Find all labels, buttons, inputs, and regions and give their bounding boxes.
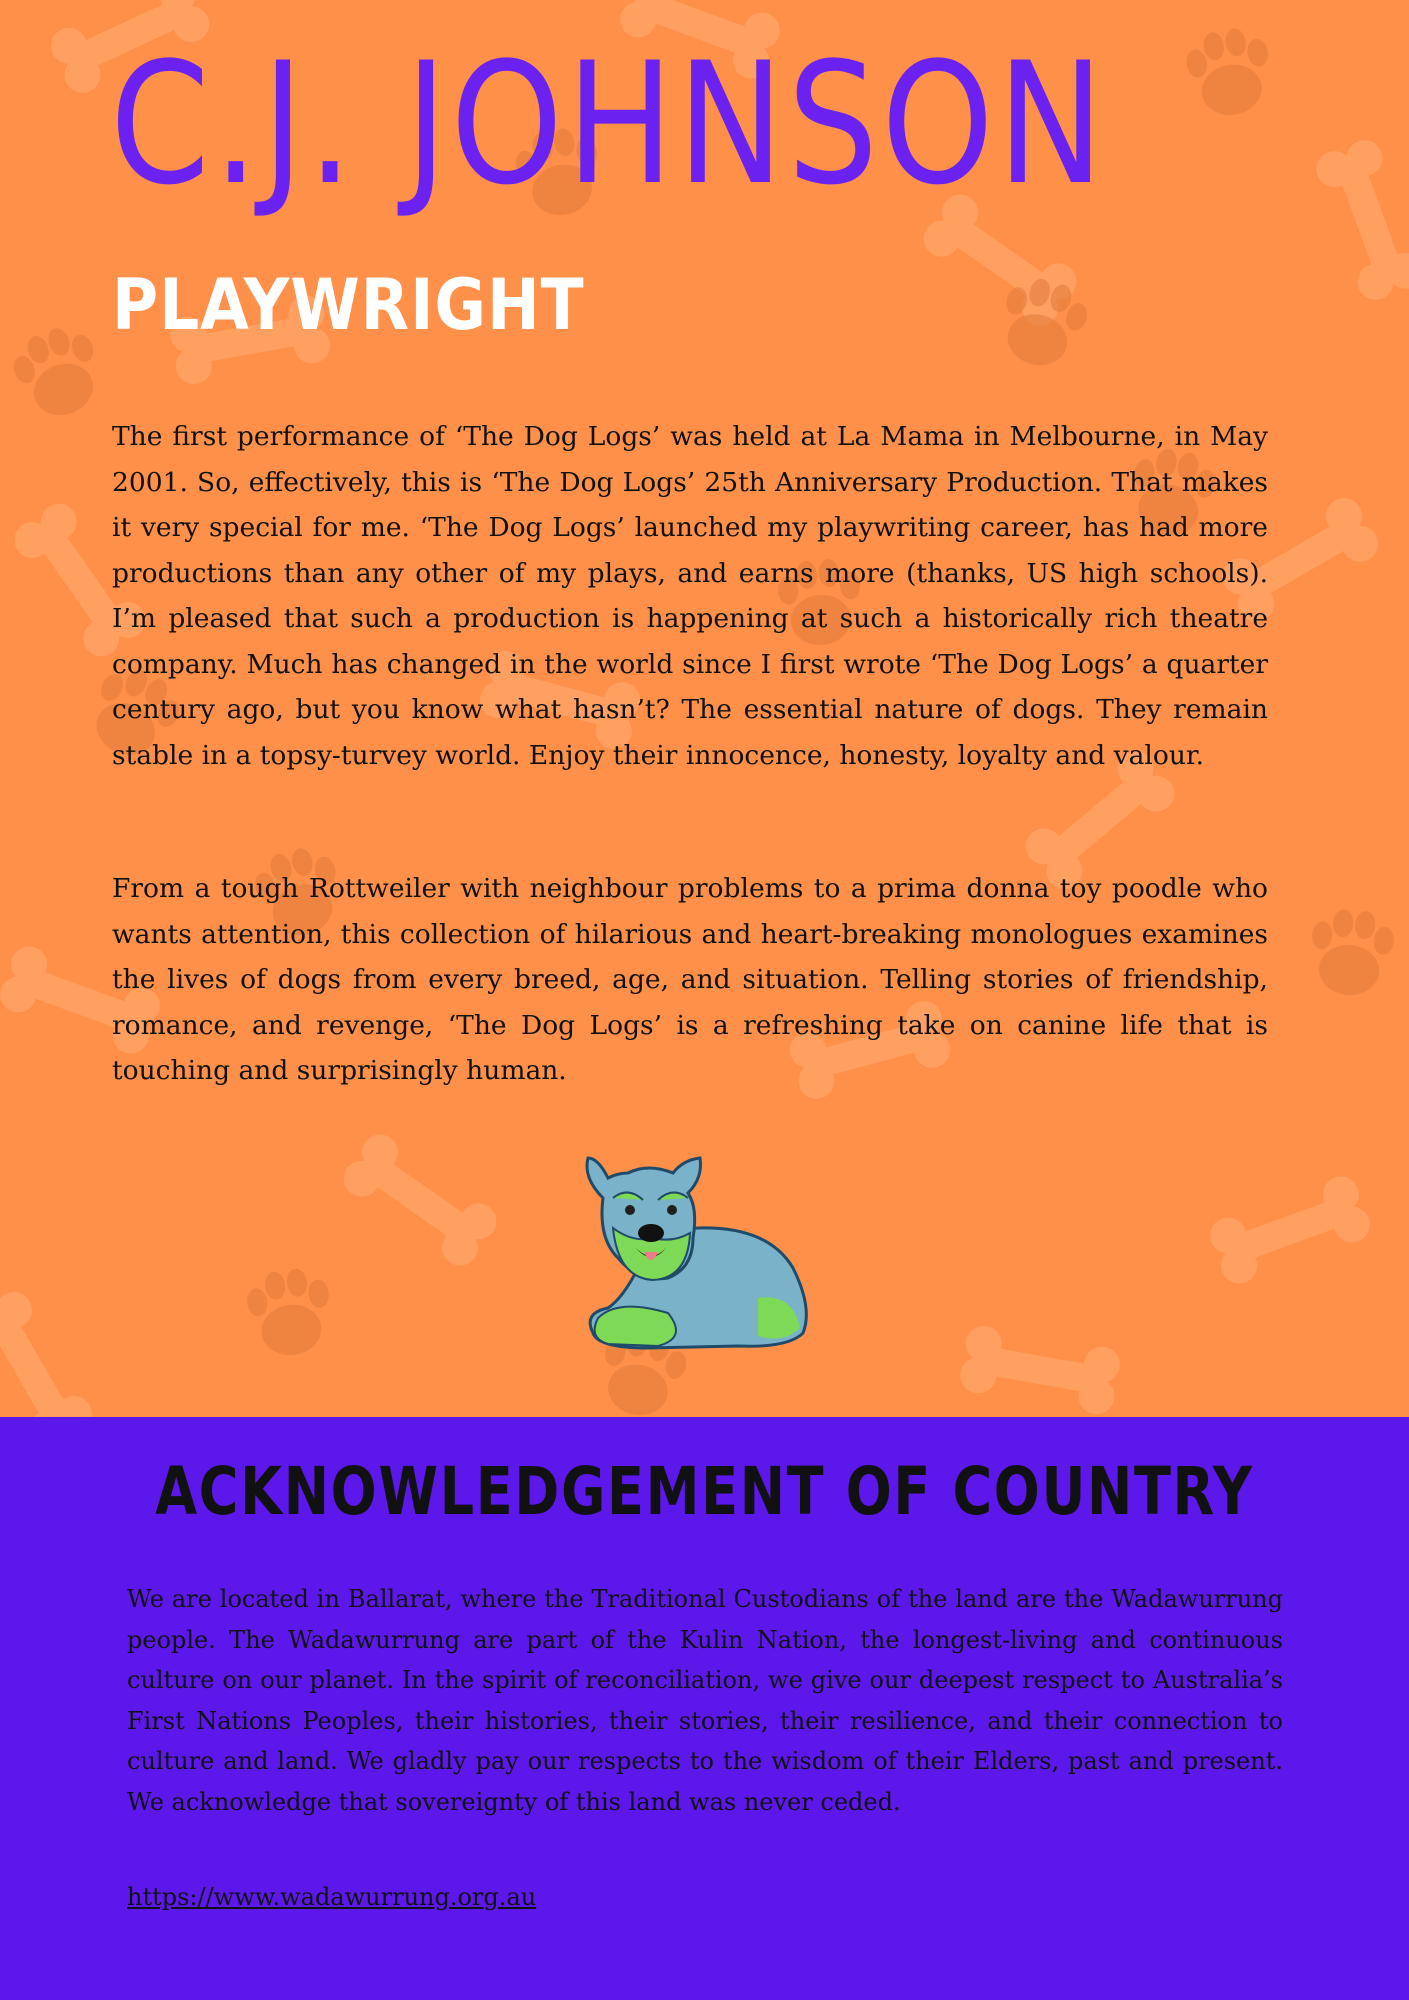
wadawurrung-link[interactable]: https://www.wadawurrung.org.au xyxy=(127,1883,537,1911)
dog-illustration-icon xyxy=(578,1148,814,1354)
bio-paragraph-2: From a tough Rottweiler with neighbour problems to a prima donna toy poodle who wants attention, this collection of hilarious and heart-breaking monologues examines the lives of dogs from every breed, age, and situation. Telling stories of friendship, romance, and revenge, ‘The Dog Logs’ is a refreshing take on canine life that is touching and surprisingly human. xyxy=(112,873,1268,1086)
playwright-role: PLAYWRIGHT xyxy=(112,264,585,346)
playwright-name: C.J. JOHNSON xyxy=(110,26,1108,222)
bio-paragraph-1: The first performance of ‘The Dog Logs’ was held at La Mama in Melbourne, in May 2001. So, effectively, this is ‘The Dog Logs’ 25th Anniversary Production. That makes it very special for me. ‘The Dog Logs’ launched my playwriting career, has had more productions than any other of my plays, and earns more (thanks, US high schools). I’m pleased that such a production is happening at such a historically rich theatre company. Much has changed in the world since I first wrote ‘The Dog Logs’ a quarter century ago, but you know what hasn’t? The essential nature of dogs. They remain stable in a topsy-turvey world. Enjoy their innocence, honesty, loyalty and valour. xyxy=(112,421,1268,771)
acknowledgement-text: We are located in Ballarat, where the Traditional Custodians of the land are the Wadawurrung people. The Wadawurrung are part of the Kulin Nation, the longest-living and continuous culture on our planet. In the spirit of reconciliation, we give our deepest respect to Australia’s First Nations Peoples, their histories, their stories, their resilience, and their connection to culture and land. We gladly pay our respects to the wisdom of their Elders, past and present. We acknowledge that sovereignty of this land was never ceded. xyxy=(127,1585,1283,1816)
acknowledgement-title: ACKNOWLEDGEMENT OF COUNTRY xyxy=(155,1453,1254,1530)
acknowledgement-section xyxy=(0,1417,1409,2000)
